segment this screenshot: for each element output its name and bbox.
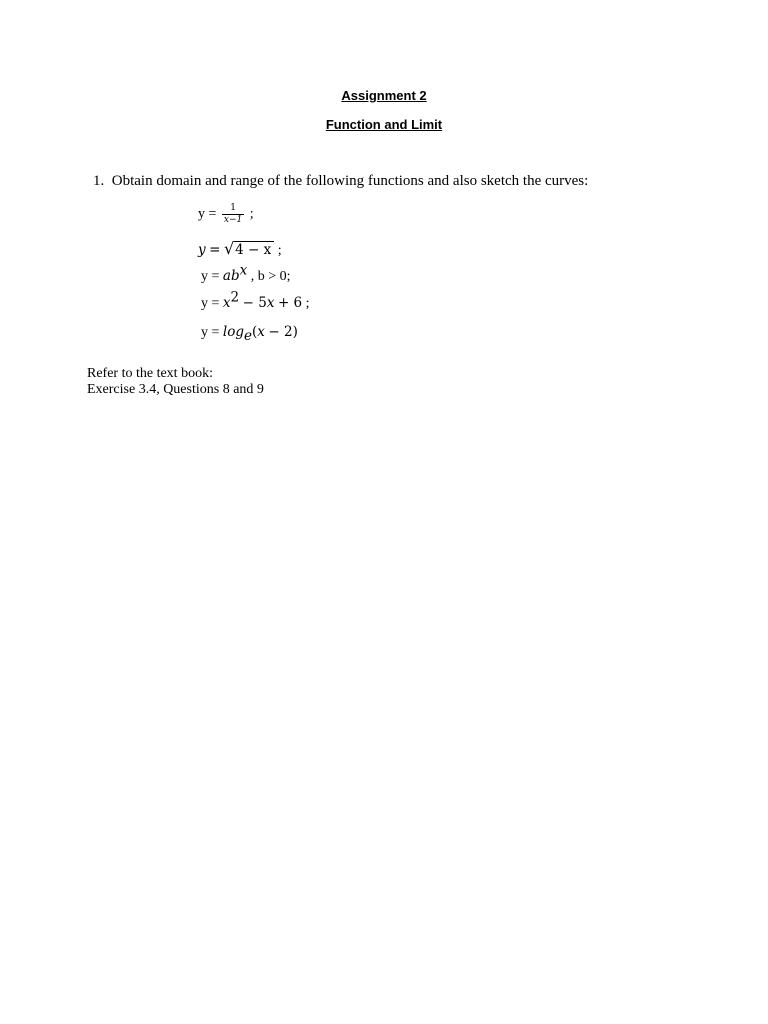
equation-1-lhs: y = (198, 206, 217, 222)
equation-4-term: x (222, 295, 231, 311)
equation-3-lhs: y = (201, 269, 220, 284)
equation-5-var: x (257, 324, 265, 340)
fraction-numerator: 1 (222, 203, 244, 215)
equation-2 (198, 240, 282, 260)
equation-4 (201, 289, 310, 313)
equation-1-fraction (222, 203, 244, 226)
equation-2-radicand: 4 − x (234, 241, 274, 258)
assignment-title: Assignment 2 (341, 88, 427, 103)
question-number: 1. (93, 173, 105, 189)
equation-2-lhs: y (198, 242, 206, 258)
equation-4-exponent: 2 (230, 289, 240, 306)
equation-3-base: ab (222, 268, 240, 284)
equation-4-constant: + 6 (277, 295, 303, 311)
equation-3-exponent: x (239, 262, 248, 279)
equation-5-subscript: e (244, 327, 252, 344)
equation-5-rest: − 2) (268, 324, 298, 340)
equation-4-lhs: y = (201, 296, 220, 311)
equation-3 (201, 262, 291, 286)
equation-4-minus-five: − 5 (242, 295, 267, 311)
equation-1 (198, 203, 254, 226)
question-1 (93, 173, 588, 190)
fraction-denominator: x−1 (223, 215, 243, 225)
equation-2-tail: ; (277, 243, 282, 258)
equation-5-open-paren: ( (252, 324, 258, 340)
assignment-subtitle: Function and Limit (325, 117, 443, 132)
reference-line-1: Refer to the text book: (87, 366, 213, 381)
reference-note (87, 366, 264, 398)
question-text: Obtain domain and range of the following functions and also sketch the curves: (111, 173, 589, 189)
equation-4-tail: ; (305, 296, 310, 311)
equation-4-var: x (266, 295, 275, 311)
square-root-symbol: √ (223, 239, 235, 258)
equation-5-log: log (222, 324, 244, 340)
equation-5-lhs: y = (201, 325, 220, 340)
equation-5 (201, 323, 298, 342)
equation-3-tail: , b > 0; (250, 269, 291, 284)
reference-line-2: Exercise 3.4, Questions 8 and 9 (87, 382, 264, 397)
equation-2-equals: = (209, 242, 221, 258)
equation-1-tail: ; (249, 206, 254, 222)
